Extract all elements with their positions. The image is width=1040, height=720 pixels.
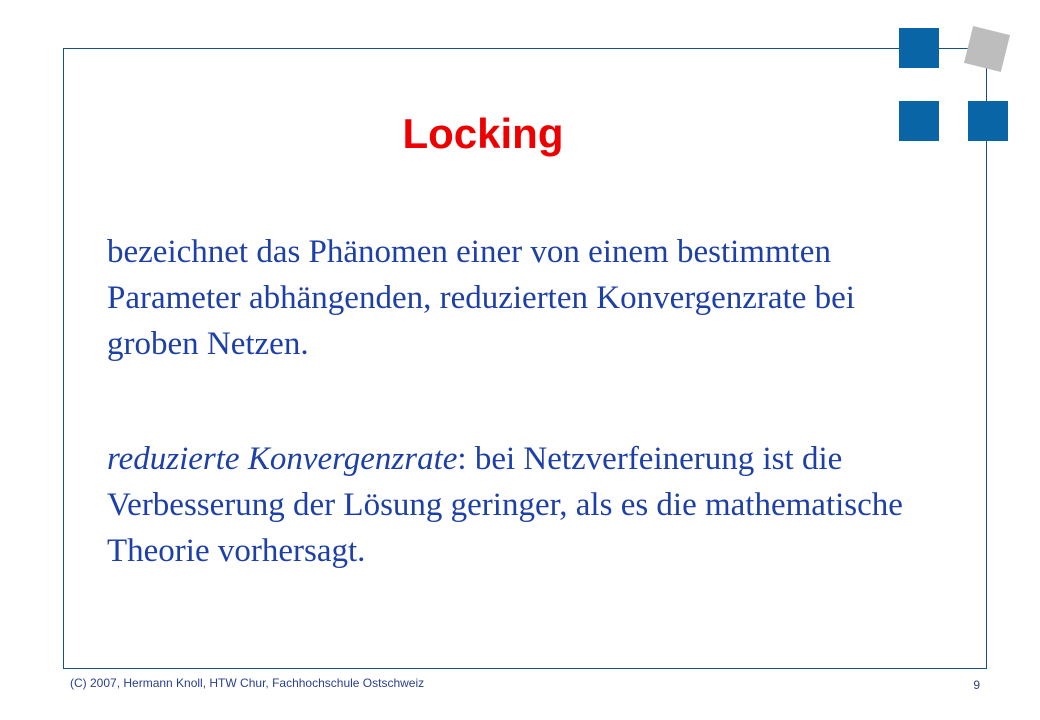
- term-definition: : bei Netzverfeinerung ist die Verbesserung der Lösung geringer, als es die mathematische Theorie vorhersagt.: [107, 441, 903, 569]
- slide-title: Locking: [402, 110, 564, 157]
- footer-copyright: (C) 2007, Hermann Knoll, HTW Chur, Fachhochschule Ostschweiz: [70, 676, 425, 690]
- explanation-paragraph: [107, 436, 947, 574]
- logo-square-top-left: [899, 28, 939, 68]
- page-number: 9: [973, 678, 980, 692]
- logo-square-bottom-right: [968, 101, 1008, 141]
- definition-paragraph: bezeichnet das Phänomen einer von einem bestimmten Parameter abhängenden, reduzierten Konvergenzrate bei groben Netzen.: [107, 234, 855, 362]
- emphasized-term: reduzierte Konvergenzrate: [107, 441, 458, 477]
